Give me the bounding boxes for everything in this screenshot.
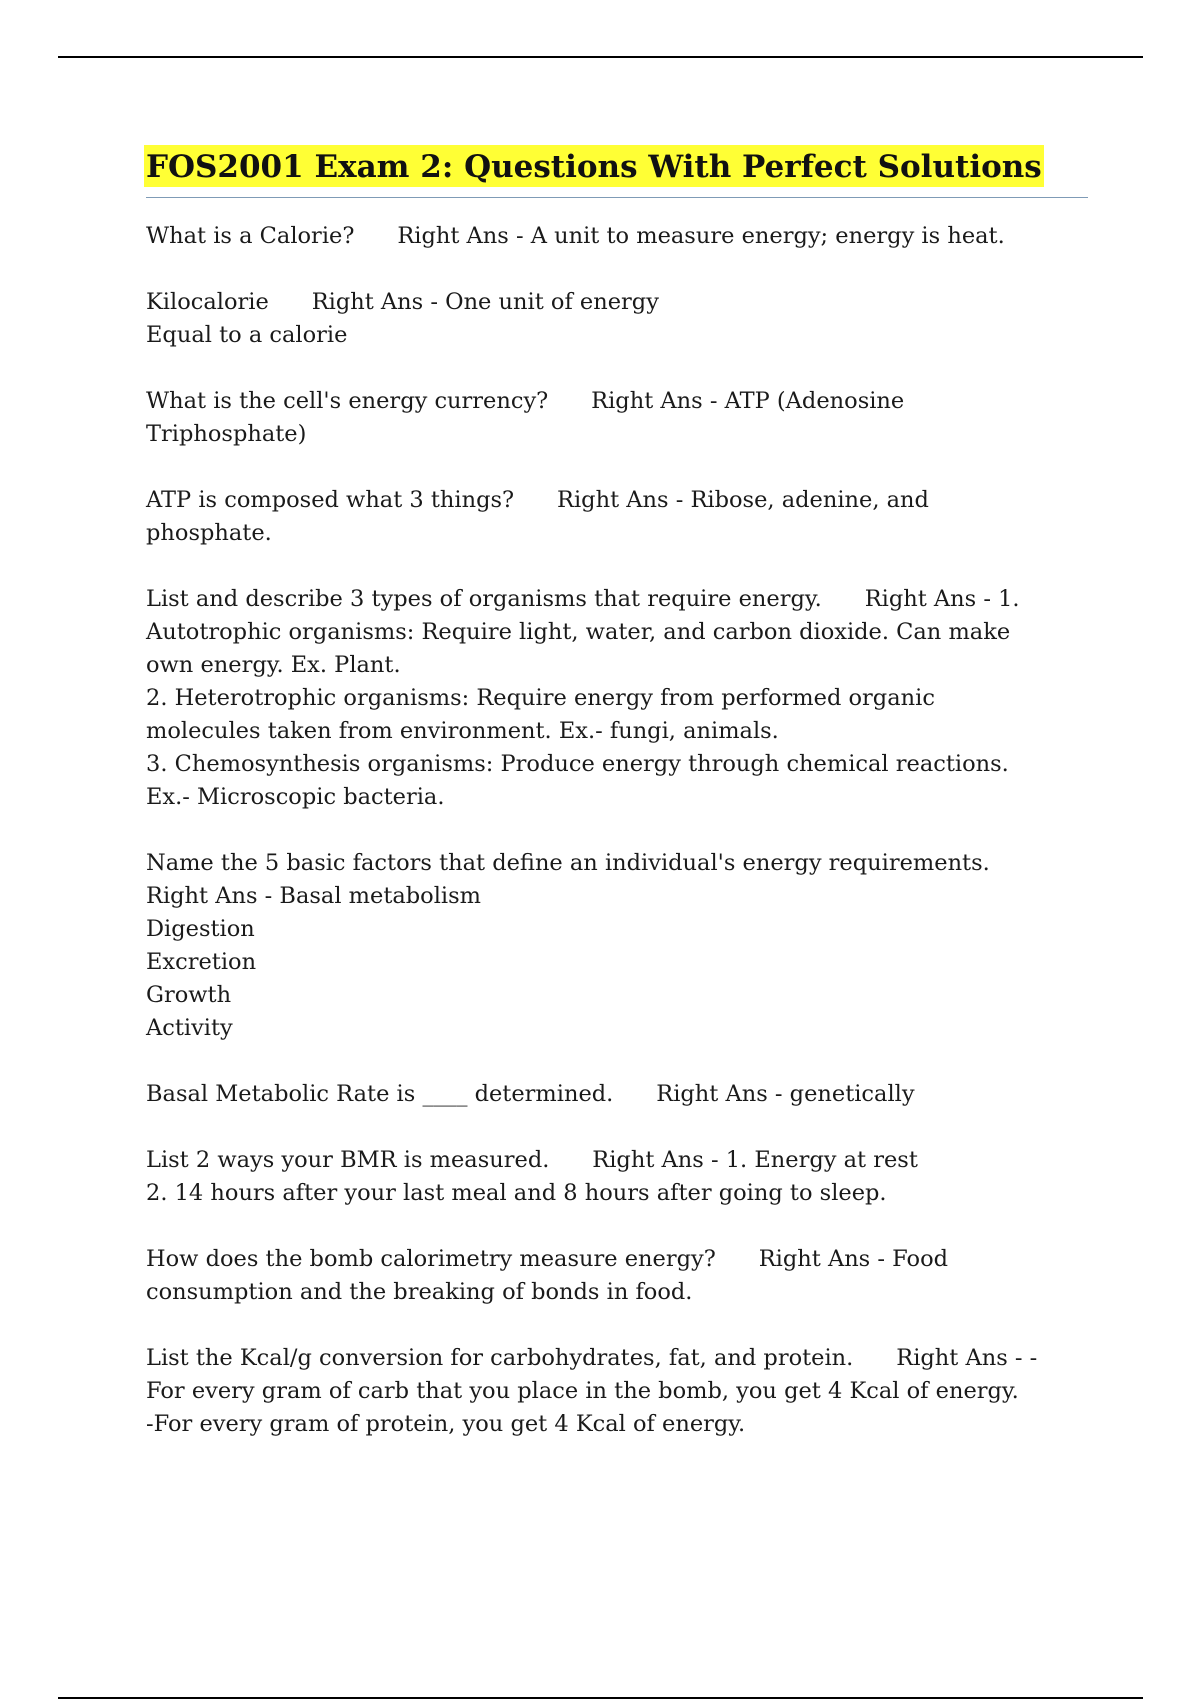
qa-item (146, 484, 1086, 550)
qa-item (146, 1342, 1086, 1441)
question-text: Kilocalorie (146, 289, 269, 315)
title-block (146, 145, 1088, 198)
question-text: List 2 ways your BMR is measured. (146, 1147, 550, 1173)
qa-item (146, 583, 1086, 814)
qa-item (146, 1243, 1086, 1309)
question-text: What is a Calorie? (146, 223, 355, 249)
question-text: How does the bomb calorimetry measure energy? (146, 1246, 716, 1272)
answer-text: Right Ans - Food consumption and the breaking of bonds in food. (146, 1246, 949, 1305)
question-text: ATP is composed what 3 things? (146, 487, 515, 513)
answer-text: Right Ans - A unit to measure energy; energy is heat. (397, 223, 1005, 249)
answer-text: Right Ans - genetically (656, 1081, 915, 1107)
qa-item (146, 847, 1086, 1045)
answer-text: Right Ans - One unit of energy Equal to a calorie (146, 289, 659, 348)
question-text: Name the 5 basic factors that define an individual's energy requirements. (146, 850, 990, 876)
document-body (146, 145, 1086, 1474)
header-rule (58, 56, 1143, 58)
qa-item (146, 385, 1086, 451)
footer-rule (58, 1697, 1143, 1699)
qa-list (146, 220, 1086, 1441)
document-title: FOS2001 Exam 2: Questions With Perfect Solutions (144, 145, 1044, 187)
answer-text: Right Ans - Ribose, adenine, and phosphate. (146, 487, 929, 546)
answer-text: Right Ans - Basal metabolism Digestion Excretion Growth Activity (146, 883, 482, 1041)
question-text: What is the cell's energy currency? (146, 388, 549, 414)
answer-text: Right Ans - ATP (Adenosine Triphosphate) (146, 388, 905, 447)
qa-item (146, 220, 1086, 253)
answer-text: Right Ans - - For every gram of carb that you place in the bomb, you get 4 Kcal of energy. -For every gram of protein, you get 4 Kcal of energy. (146, 1345, 1038, 1437)
qa-item (146, 1144, 1086, 1210)
answer-text: Right Ans - 1. Energy at rest 2. 14 hours after your last meal and 8 hours after going to sleep. (146, 1147, 918, 1206)
question-text: List and describe 3 types of organisms that require energy. (146, 586, 822, 612)
qa-item (146, 286, 1086, 352)
qa-item (146, 1078, 1086, 1111)
question-text: Basal Metabolic Rate is ____ determined. (146, 1081, 614, 1107)
answer-text: Right Ans - 1. Autotrophic organisms: Require light, water, and carbon dioxide. Can make own energy. Ex. Plant. 2. Heterotrophic organisms: Require energy from performed organic molecules taken from environment. Ex.- fungi, animals. 3. Chemosynthesis organisms: Produce energy through chemical reactions. Ex.- Microscopic bacteria. (146, 586, 1020, 810)
question-text: List the Kcal/g conversion for carbohydrates, fat, and protein. (146, 1345, 854, 1371)
